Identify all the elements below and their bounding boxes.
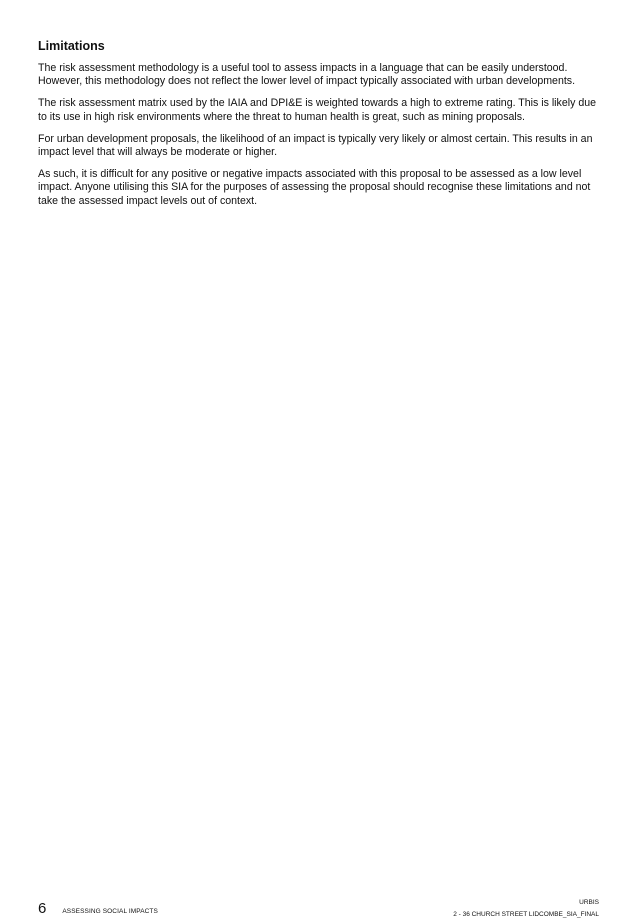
footer-section-label: ASSESSING SOCIAL IMPACTS: [62, 908, 158, 915]
paragraph-conclusion: As such, it is difficult for any positive or negative impacts associated with this proposal to be assessed as a low level impact. Anyone utilising this SIA for the purposes of assessing the proposal should recognise these limitations and not take the assessed impact levels out of context.: [38, 168, 591, 207]
paragraph-methodology: The risk assessment methodology is a useful tool to assess impacts in a language that can be easily understood. However, this methodology does not reflect the lower level of impact typically associated with urban developments.: [38, 62, 576, 88]
section-heading: Limitations: [38, 39, 105, 53]
paragraph-urban-proposals: For urban development proposals, the likelihood of an impact is typically very likely or almost certain. This results in an impact level that will always be moderate or higher.: [38, 132, 593, 159]
page-number: 6: [38, 900, 47, 917]
footer-left: [38, 900, 158, 918]
main-content: [38, 38, 603, 217]
paragraph-risk-matrix: The risk assessment matrix used by the IAIA and DPI&E is weighted towards a high to extreme rating. This is likely due to its use in high risk environments where the threat to human health is great, such as mining proposals.: [38, 97, 596, 123]
document-reference: 2 - 36 CHURCH STREET LIDCOMBE_SIA_FINAL: [453, 911, 599, 918]
footer-right: [453, 898, 599, 919]
company-name: URBIS: [579, 899, 599, 906]
